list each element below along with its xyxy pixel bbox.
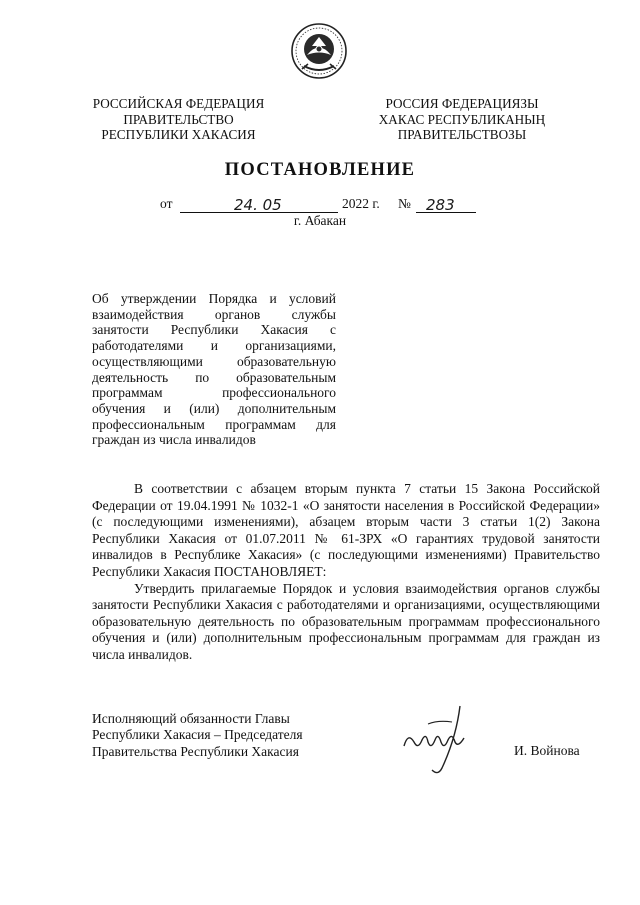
body-paragraph-1: В соответствии с абзацем вторым пункта 7 статьи 15 Закона Российской Федерации от 19.04.1991 № 1032-1 «О занятости населения в Российской Федерации» (с последующими изменениями), абзацем вторым части 3 статьи 1(2) Закона Республики Хакасия от 01.07.2011 № 61-ЗРХ «О гарантиях трудовой занятости инвалидов в Республике Хакасия» (с последующими изменениями) Правительство Республики Хакасия ПОСТАНОВЛЯЕТ: (92, 481, 600, 579)
year-label: 2022 г. (342, 196, 380, 211)
signer-position (92, 711, 352, 760)
header-right-line-1: РОССИЯ ФЕДЕРАЦИЯЗЫ (385, 96, 539, 111)
header-right-block (372, 96, 552, 143)
header-left-line-3: РЕСПУБЛИКИ ХАКАСИЯ (101, 127, 256, 142)
header-left-line-2: ПРАВИТЕЛЬСТВО (123, 111, 234, 127)
coat-of-arms-emblem-icon (290, 22, 348, 80)
signer-name: И. Войнова (514, 743, 580, 758)
date-prefix: от (160, 196, 173, 211)
header-right-line-2: ХАКАС РЕСПУБЛИКАНЫҢ (378, 111, 546, 127)
header-right-line-3: ПРАВИТЕЛЬСТВОЗЫ (397, 127, 527, 142)
document-title: ПОСТАНОВЛЕНИЕ (224, 160, 416, 180)
signer-position-line-1: Исполняющий обязанности Главы (92, 711, 290, 726)
signer-position-line-2: Республики Хакасия – Председателя (92, 727, 303, 743)
handwritten-signature-icon (398, 698, 478, 780)
handwritten-number: 283 (426, 196, 455, 214)
resolution-subject: Об утверждении Порядка и условий взаимодействия органов службы занятости Республики Хакасия с работодателями и организациями, осуществляющими образовательную деятельность по образовательным программам профессионального обучения и (или) дополнительным профессиональным программам для граждан из числа инвалидов (92, 291, 336, 448)
signer-position-line-3: Правительства Республики Хакасия (92, 743, 299, 759)
handwritten-date: 24. 05 (234, 196, 282, 214)
header-left-line-1: РОССИЙСКАЯ ФЕДЕРАЦИЯ (92, 96, 265, 111)
header-left-block (86, 96, 271, 143)
body-paragraph-2: Утвердить прилагаемые Порядок и условия взаимодействия органов службы занятости Республики Хакасия с работодателями и организациями, осуществляющими образовательную деятельность по образовательным программам профессионального обучения и (или) дополнительным профессиональным программам для граждан из числа инвалидов. (92, 580, 600, 662)
number-sign: № (398, 196, 411, 211)
resolution-body (92, 481, 600, 664)
city-line: г. Абакан (293, 213, 347, 228)
